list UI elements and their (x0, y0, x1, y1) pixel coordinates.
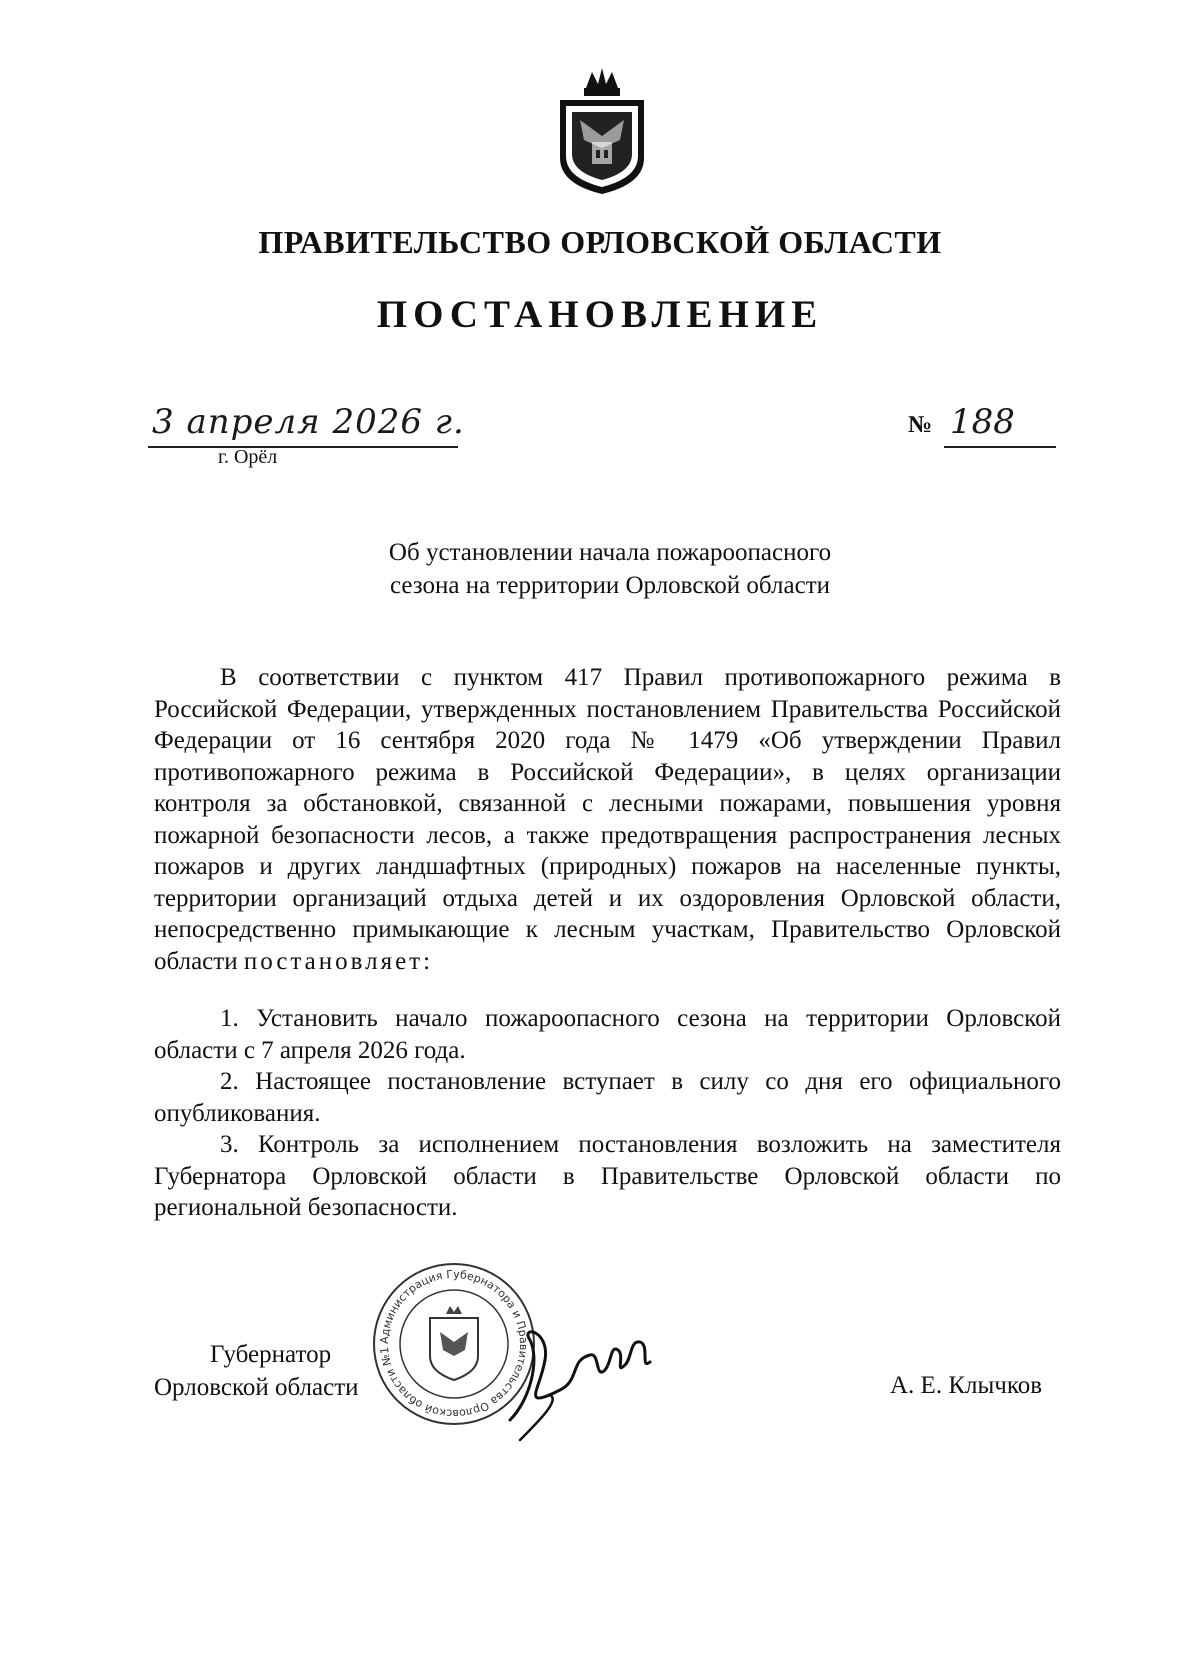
decree-item-3: 3. Контроль за исполнением постановления возложить на заместителя Губернатора Орловской области в Правительстве Орловской области по региональной безопасности. (154, 1131, 1061, 1221)
number-sign: № (908, 412, 933, 438)
handwritten-signature-icon (500, 1300, 660, 1450)
decree-item-1: 1. Установить начало пожароопасного сезона на территории Орловской области с 7 апреля 2026 года. (154, 1005, 1061, 1064)
signer-position-line-2: Орловской области (154, 1374, 359, 1401)
decree-word: постановляет: (243, 947, 434, 975)
signer-position-line-1: Губернатор (210, 1341, 332, 1368)
signer-position (154, 1338, 359, 1404)
seal-text: Администрация Губернатора и Правительства Орловской области №1 (377, 1267, 531, 1421)
document-city: г. Орёл (218, 446, 278, 468)
signer-name: А. Е. Клычков (890, 1372, 1043, 1399)
subject-line-2: сезона на территории Орловской области (389, 572, 830, 599)
preamble-text: В соответствии с пунктом 417 Правил противопожарного режима в Российской Федерации, утвержденных постановлением Правительства Российской Федерации от 16 сентября 2020 года № 1479 «Об утверждении Правил противопожарного режима в Российской Федерации», в целях организации контроля за обстановкой, связанной с лесными пожарами, повышения уровня пожарной безопасности лесов, а также предотвращения распространения лесных пожаров и других ландшафтных (природных) пожаров на населенные пункты, территории организаций отдыха детей и их оздоровления Орловской области, непосредственно примыкающие к лесным участкам, Правительство Орловской области (154, 664, 1061, 975)
subject-line-1: Об установлении начала пожароопасного (388, 539, 832, 566)
document-subject (300, 536, 920, 602)
preamble-paragraph (154, 662, 1061, 977)
decree-item-2: 2. Настоящее постановление вступает в силу со дня его официального опубликования. (154, 1068, 1061, 1127)
document-type-title: ПОСТАНОВЛЕНИЕ (376, 293, 824, 336)
date-underline (148, 446, 458, 448)
document-body (154, 662, 1061, 1224)
oryol-coat-of-arms-icon (556, 66, 648, 196)
government-title: ПРАВИТЕЛЬСТВО ОРЛОВСКОЙ ОБЛАСТИ (258, 224, 942, 260)
number-underline (944, 446, 1056, 448)
document-date: 3 апреля 2026 г. (152, 402, 465, 442)
document-number: 188 (950, 402, 1015, 442)
